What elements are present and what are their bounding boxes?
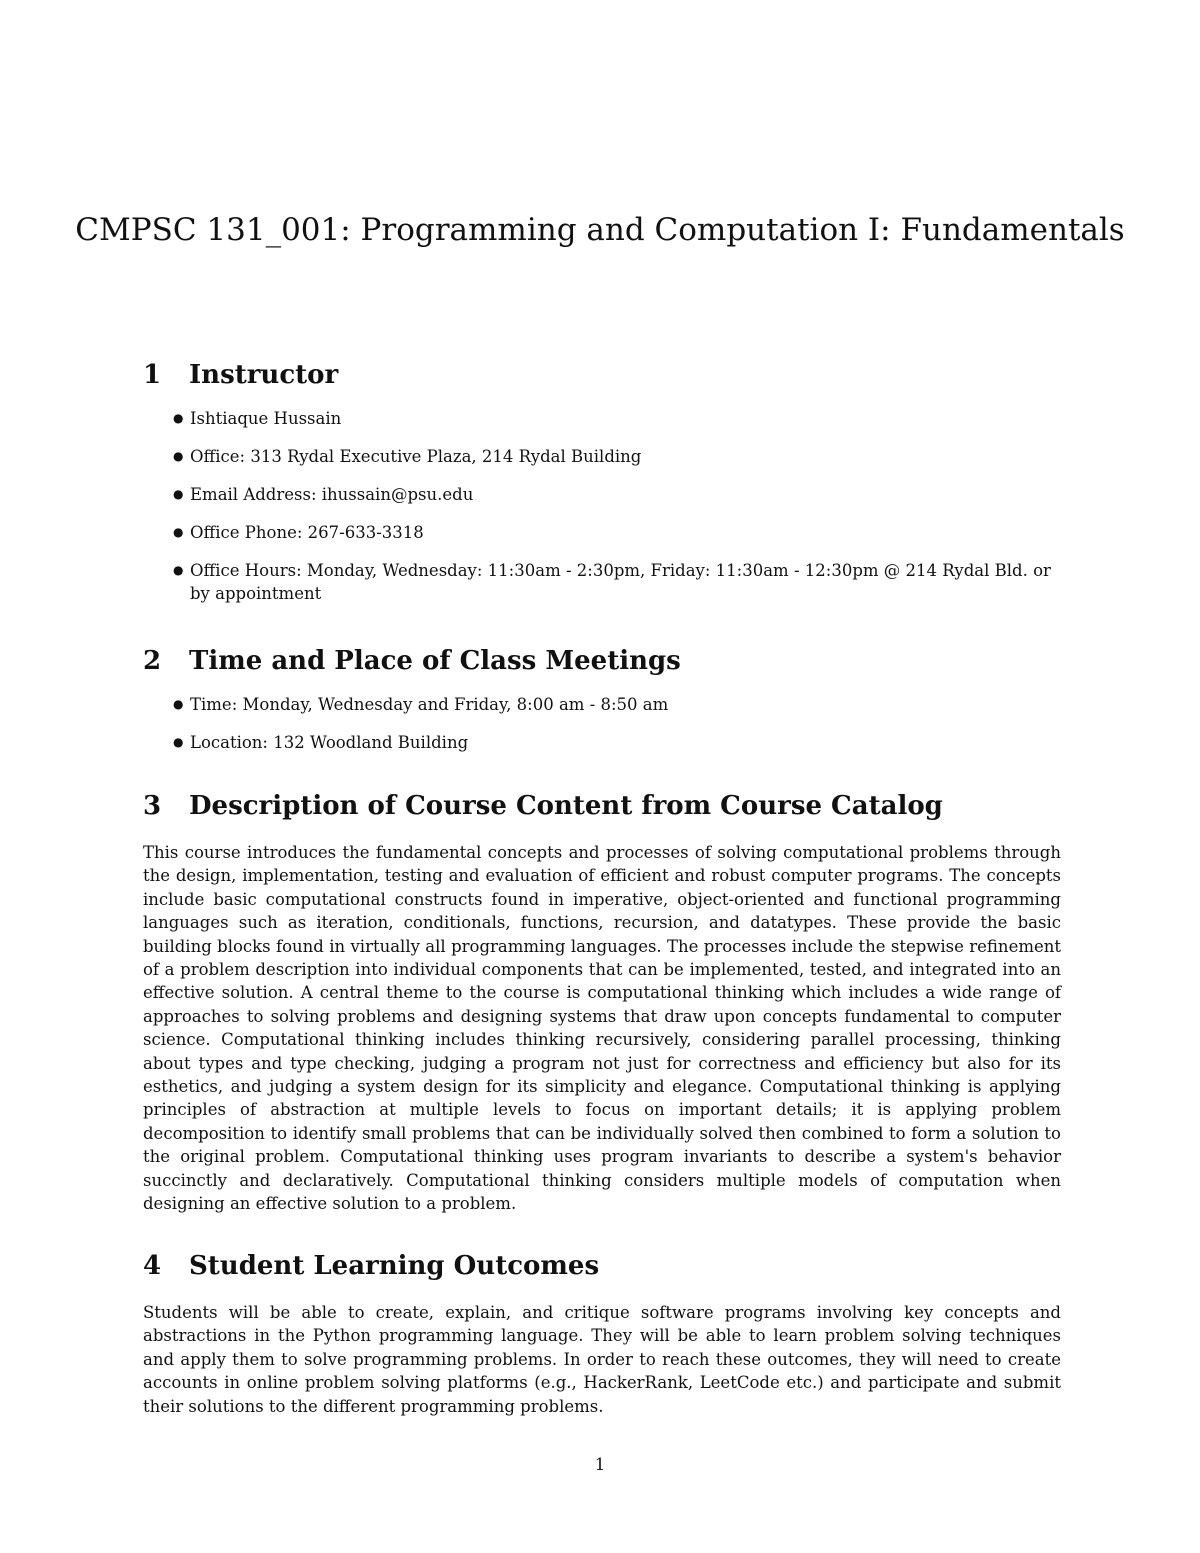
section-class-meetings xyxy=(143,644,1061,754)
bullet-icon: ● xyxy=(173,697,184,711)
section-number: 2 xyxy=(143,646,162,676)
document-title: CMPSC 131_001: Programming and Computation I: Fundamentals xyxy=(75,212,1125,248)
section-course-description xyxy=(143,789,1061,1216)
section-heading xyxy=(143,789,1061,823)
list-item xyxy=(143,407,1061,430)
list-item-text: Time: Monday, Wednesday and Friday, 8:00 am - 8:50 am xyxy=(190,695,669,714)
section-number: 1 xyxy=(143,360,162,390)
section-learning-outcomes xyxy=(143,1249,1061,1418)
list-item xyxy=(143,445,1061,468)
list-item-text: Office Hours: Monday, Wednesday: 11:30am - 2:30pm, Friday: 11:30am - 12:30pm @ 214 Rydal Bld. or by appointment xyxy=(190,561,1051,603)
list-item xyxy=(143,559,1061,605)
section-heading xyxy=(143,358,1061,392)
section-heading xyxy=(143,644,1061,678)
section-title: Time and Place of Class Meetings xyxy=(189,646,681,676)
list-item xyxy=(143,483,1061,506)
bullet-icon: ● xyxy=(173,525,184,539)
page-number: 1 xyxy=(594,1455,606,1474)
section-heading xyxy=(143,1249,1061,1283)
list-item xyxy=(143,693,1061,716)
section-title: Description of Course Content from Course Catalog xyxy=(189,791,943,821)
section-instructor xyxy=(143,358,1061,605)
bullet-icon: ● xyxy=(173,449,184,463)
section-title: Student Learning Outcomes xyxy=(189,1251,600,1281)
list-item-text: Office Phone: 267-633-3318 xyxy=(190,523,424,542)
list-item xyxy=(143,521,1061,544)
learning-outcomes-paragraph: Students will be able to create, explain, and critique software programs involving key concepts and abstractions in the Python programming language. They will be able to learn problem solving techniques and apply them to solve programming problems. In order to reach these outcomes, they will need to create accounts in online problem solving platforms (e.g., HackerRank, LeetCode etc.) and participate and submit their solutions to the different programming problems. xyxy=(143,1303,1061,1416)
bullet-icon: ● xyxy=(173,487,184,501)
bullet-icon: ● xyxy=(173,411,184,425)
list-item xyxy=(143,731,1061,754)
list-item-text: Email Address: ihussain@psu.edu xyxy=(190,485,474,504)
section-title: Instructor xyxy=(189,360,339,390)
meetings-list xyxy=(143,693,1061,754)
bullet-icon: ● xyxy=(173,735,184,749)
list-item-text: Ishtiaque Hussain xyxy=(190,409,342,428)
instructor-list xyxy=(143,407,1061,605)
section-number: 3 xyxy=(143,791,162,821)
list-item-text: Location: 132 Woodland Building xyxy=(190,733,469,752)
list-item-text: Office: 313 Rydal Executive Plaza, 214 Rydal Building xyxy=(190,447,642,466)
section-number: 4 xyxy=(143,1251,162,1281)
course-description-paragraph: This course introduces the fundamental concepts and processes of solving computational problems through the design, implementation, testing and evaluation of efficient and robust computer programs. The concepts include basic computational constructs found in imperative, object-oriented and functional programming languages such as iteration, conditionals, functions, recursion, and datatypes. These provide the basic building blocks found in virtually all programming languages. The processes include the stepwise refinement of a problem description into individual components that can be implemented, tested, and integrated into an effective solution. A central theme to the course is computational thinking which includes a wide range of approaches to solving problems and designing systems that draw upon concepts fundamental to computer science. Computational thinking includes thinking recursively, considering parallel processing, thinking about types and type checking, judging a program not just for correctness and efficiency but also for its esthetics, and judging a system design for its simplicity and elegance. Computational thinking is applying principles of abstraction at multiple levels to focus on important details; it is applying problem decomposition to identify small problems that can be individually solved then combined to form a solution to the original problem. Computational thinking uses program invariants to describe a system's behavior succinctly and declaratively. Computational thinking considers multiple models of computation when designing an effective solution to a problem. xyxy=(143,843,1061,1214)
bullet-icon: ● xyxy=(173,563,184,577)
